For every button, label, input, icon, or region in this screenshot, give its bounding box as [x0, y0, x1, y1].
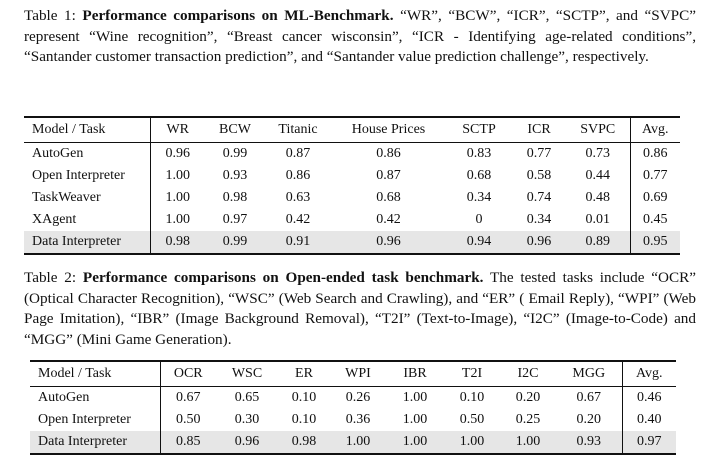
score-cell: 0.98 — [278, 431, 330, 454]
model-name: Open Interpreter — [24, 165, 150, 187]
table-row — [24, 165, 680, 187]
score-cell: 0 — [475, 212, 483, 227]
score-cell: 0.96 — [216, 431, 278, 454]
score-cell: 0.96 — [512, 231, 566, 254]
table2-header-wsc: WSC — [216, 361, 278, 387]
score-cell: 0.30 — [234, 412, 260, 427]
open-ended-benchmark-table — [30, 360, 676, 455]
table1-header-avg: Avg. — [630, 117, 680, 143]
table-row — [30, 387, 676, 410]
table2-header-model: Model / Task — [30, 361, 160, 387]
table1-caption-label: Table 1: — [24, 7, 83, 24]
score-cell: 0.48 — [585, 190, 610, 205]
score-cell: 0.98 — [222, 190, 248, 205]
table-row — [30, 409, 676, 431]
score-cell: 0.91 — [265, 231, 331, 254]
table2-caption-label: Table 2: — [24, 269, 83, 286]
table2-header-ocr: OCR — [160, 361, 216, 387]
score-cell: 1.00 — [444, 431, 500, 454]
score-cell: 0.34 — [526, 212, 552, 227]
model-name: AutoGen — [30, 387, 160, 410]
score-cell: 0.98 — [150, 231, 205, 254]
table1-header-bcw: BCW — [205, 117, 265, 143]
table1-header-sctp: SCTP — [446, 117, 512, 143]
table2-header-row — [30, 361, 676, 387]
score-cell: 0.67 — [176, 390, 201, 405]
table1-caption-title: Performance comparisons on ML-Benchmark. — [82, 7, 394, 24]
table2-header-t2i: T2I — [444, 361, 500, 387]
model-name: AutoGen — [24, 143, 150, 166]
score-cell: 0.68 — [376, 190, 401, 205]
score-cell: 0.36 — [345, 412, 371, 427]
score-cell: 0.58 — [526, 168, 552, 183]
score-cell: 0.89 — [566, 231, 630, 254]
score-cell: 0.83 — [466, 146, 492, 161]
score-cell: 1.00 — [386, 431, 444, 454]
score-cell: 0.87 — [285, 146, 311, 161]
table2-header-er: ER — [278, 361, 330, 387]
score-cell: 0.34 — [466, 190, 492, 205]
avg-cell: 0.97 — [622, 431, 676, 454]
table1-header-titanic: Titanic — [265, 117, 331, 143]
model-name: Data Interpreter — [30, 431, 160, 454]
table1-header-house-prices: House Prices — [331, 117, 446, 143]
score-cell: 0.63 — [285, 190, 311, 205]
score-cell: 0.20 — [515, 390, 541, 405]
avg-cell: 0.45 — [630, 209, 680, 231]
score-cell: 0.85 — [160, 431, 216, 454]
score-cell: 0.25 — [515, 412, 541, 427]
table2-header-ibr: IBR — [386, 361, 444, 387]
score-cell: 0.96 — [331, 231, 446, 254]
table2-header-wpi: WPI — [330, 361, 386, 387]
model-name: Data Interpreter — [24, 231, 150, 254]
score-cell: 0.42 — [285, 212, 311, 227]
score-cell: 1.00 — [165, 168, 190, 183]
score-cell: 1.00 — [402, 390, 428, 405]
table1-header-row — [24, 117, 680, 143]
score-cell: 1.00 — [165, 212, 190, 227]
score-cell: 0.86 — [285, 168, 311, 183]
score-cell: 0.10 — [291, 412, 317, 427]
table-row — [24, 231, 680, 254]
score-cell: 0.26 — [345, 390, 371, 405]
score-cell: 0.67 — [576, 390, 601, 405]
score-cell: 0.42 — [376, 212, 401, 227]
score-cell: 0.10 — [459, 390, 485, 405]
score-cell: 0.93 — [556, 431, 622, 454]
score-cell: 1.00 — [402, 412, 428, 427]
score-cell: 0.99 — [222, 146, 248, 161]
table2-header-avg: Avg. — [622, 361, 676, 387]
avg-cell: 0.46 — [622, 387, 676, 410]
model-name: XAgent — [24, 209, 150, 231]
score-cell: 1.00 — [165, 190, 190, 205]
score-cell: 0.96 — [165, 146, 190, 161]
score-cell: 1.00 — [330, 431, 386, 454]
score-cell: 0.97 — [222, 212, 248, 227]
table-row — [24, 209, 680, 231]
table-row — [24, 143, 680, 166]
avg-cell: 0.40 — [622, 409, 676, 431]
score-cell: 0.74 — [526, 190, 552, 205]
avg-cell: 0.77 — [630, 165, 680, 187]
score-cell: 0.86 — [376, 146, 401, 161]
table1-header-wr: WR — [150, 117, 205, 143]
table2-caption — [24, 268, 696, 350]
score-cell: 0.44 — [585, 168, 610, 183]
table1-header-icr: ICR — [512, 117, 566, 143]
score-cell: 0.68 — [466, 168, 492, 183]
table2-caption-title: Performance comparisons on Open-ended task benchmark. — [82, 269, 484, 286]
table2-header-i2c: I2C — [500, 361, 556, 387]
score-cell: 0.01 — [585, 212, 610, 227]
score-cell: 0.99 — [205, 231, 265, 254]
score-cell: 0.93 — [222, 168, 248, 183]
avg-cell: 0.86 — [630, 143, 680, 166]
score-cell: 0.77 — [526, 146, 552, 161]
model-name: Open Interpreter — [30, 409, 160, 431]
score-cell: 0.50 — [459, 412, 485, 427]
table2-header-mgg: MGG — [556, 361, 622, 387]
score-cell: 0.10 — [291, 390, 317, 405]
table-row — [30, 431, 676, 454]
table1-caption — [24, 6, 696, 68]
avg-cell: 0.95 — [630, 231, 680, 254]
table-row — [24, 187, 680, 209]
ml-benchmark-table — [24, 116, 680, 255]
table2-caption-text: The tested tasks include “OCR” (Optical Character Recognition), “WSC” (Web Search and Crawling), and “ER” ( Email Reply), “WPI” (Web Page Imitation), “IBR” (Image Background Removal), “T2I” (Text-to-Image), “I2C” (Image-to-Code) and “MGG” (Mini Game Generation). — [24, 269, 696, 348]
score-cell: 0.20 — [576, 412, 601, 427]
model-name: TaskWeaver — [24, 187, 150, 209]
score-cell: 0.94 — [446, 231, 512, 254]
score-cell: 0.73 — [585, 146, 610, 161]
score-cell: 1.00 — [500, 431, 556, 454]
score-cell: 0.87 — [376, 168, 401, 183]
table1-header-svpc: SVPC — [566, 117, 630, 143]
score-cell: 0.50 — [176, 412, 201, 427]
table1-caption-text: “WR”, “BCW”, “ICR”, “SCTP”, and “SVPC” represent “Wine recognition”, “Breast cancer wisconsin”, “ICR - Identifying age-related conditions”, “Santander customer transaction prediction”, and “Santander value prediction challenge”, respectively. — [24, 7, 696, 65]
score-cell: 0.65 — [234, 390, 260, 405]
table1-header-model: Model / Task — [24, 117, 150, 143]
avg-cell: 0.69 — [630, 187, 680, 209]
